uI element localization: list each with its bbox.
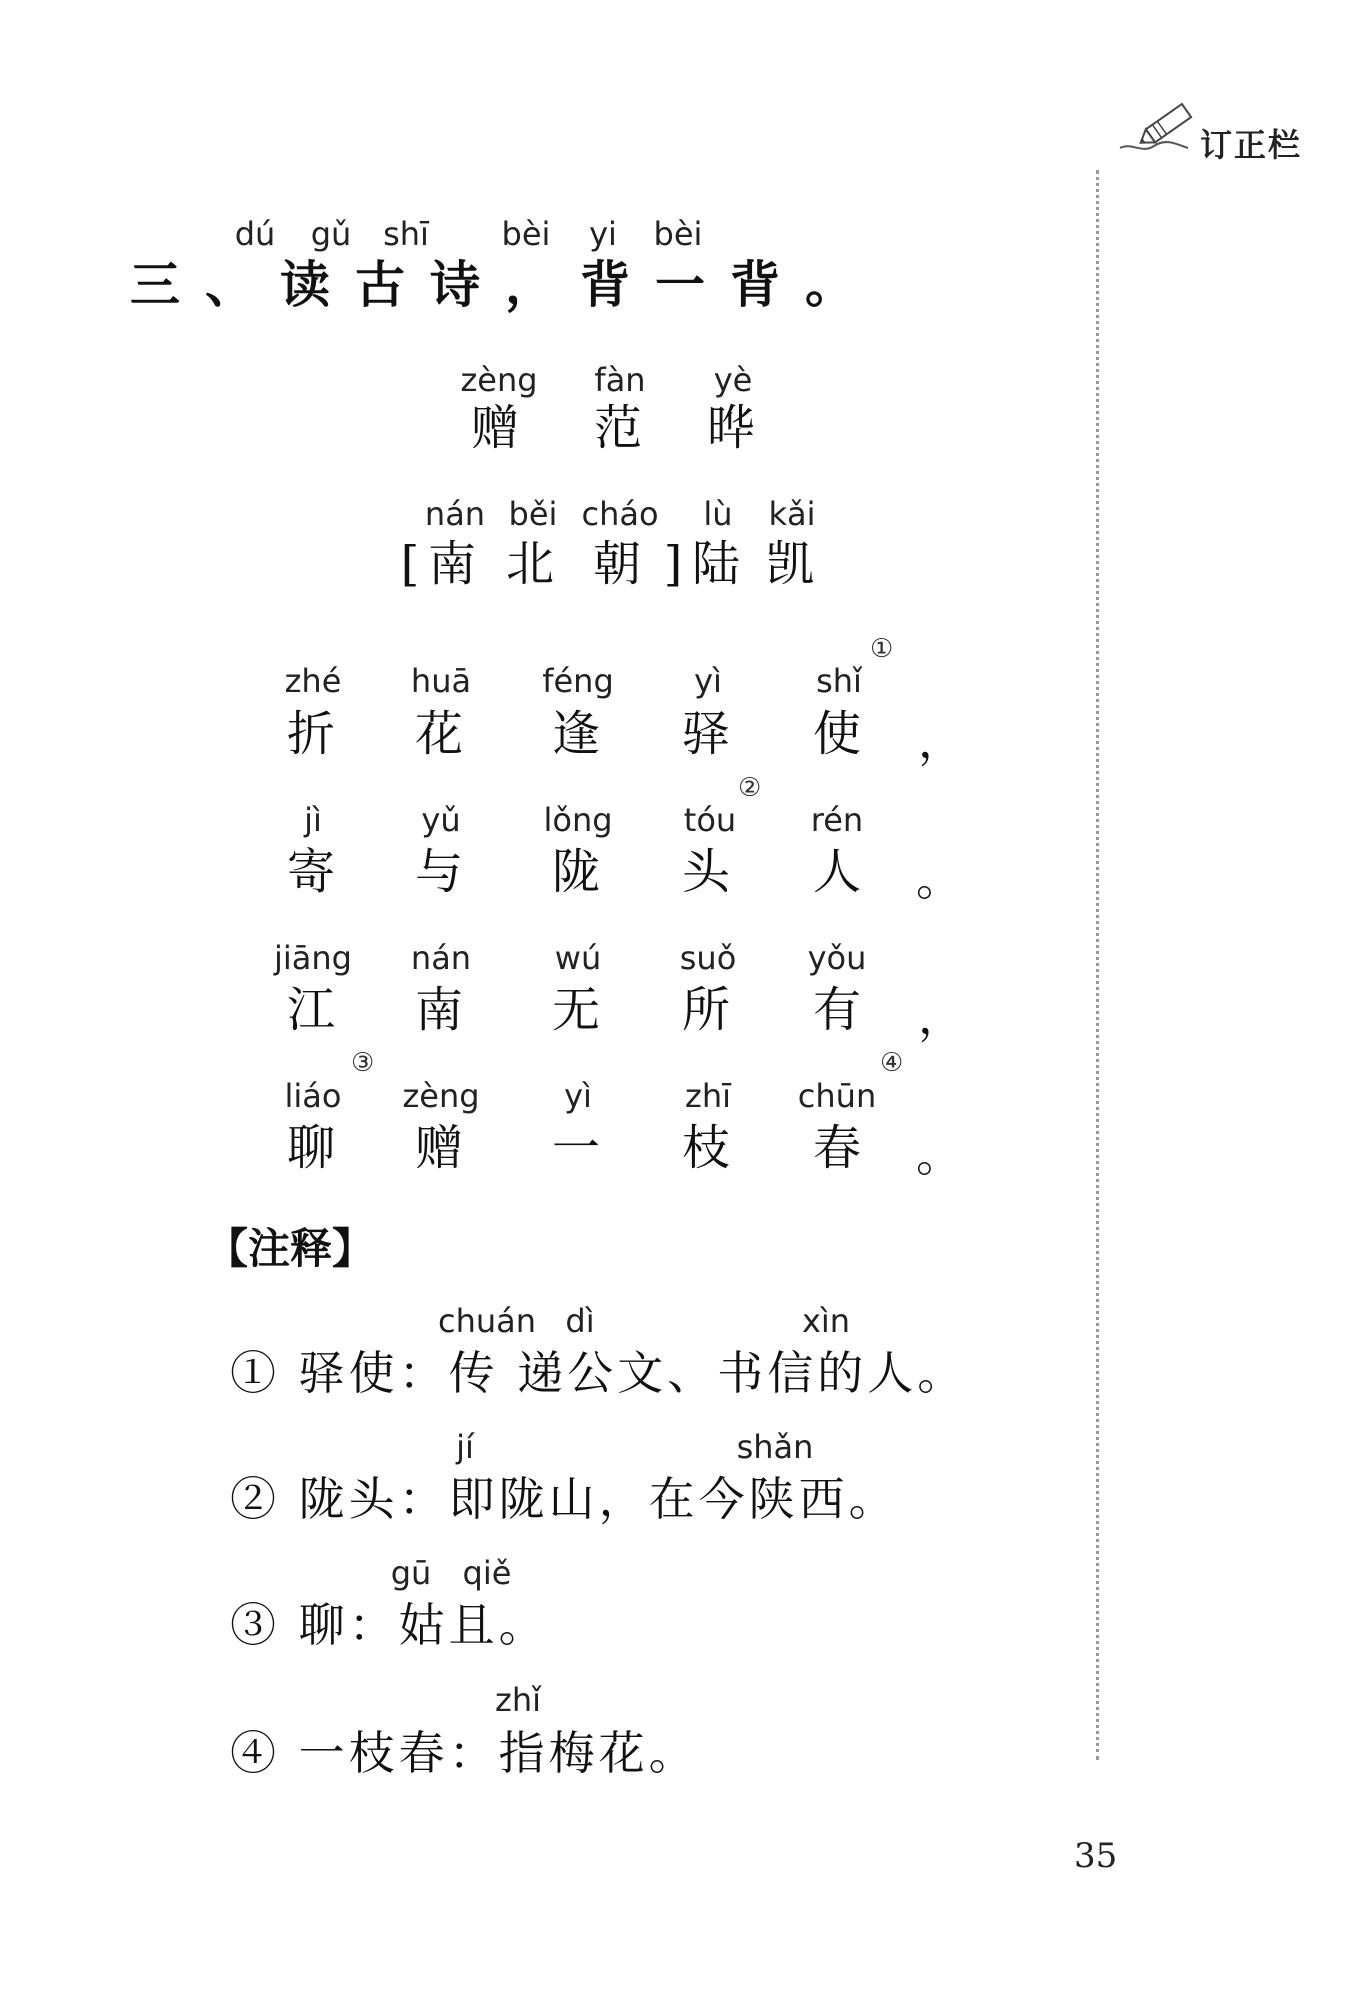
line-pinyin: yǔ (421, 801, 461, 839)
line-char: 折 (286, 706, 336, 762)
line-pinyin: rén (810, 801, 864, 839)
author-name-char: 陆 (691, 536, 741, 592)
line-char: 头 (681, 844, 731, 900)
notes-heading: 【注释】 (206, 1224, 375, 1273)
note-pinyin: xìn (801, 1302, 851, 1340)
heading-pinyin: bèi (653, 215, 703, 253)
line-pinyin: yì (564, 1077, 592, 1115)
note-pinyin: dì (565, 1302, 595, 1340)
author-dynasty-char: 北 (505, 536, 555, 592)
heading-pinyin: gǔ (310, 215, 352, 253)
line-char: 一 (551, 1120, 601, 1176)
title-char: 范 (593, 400, 643, 456)
line-pinyin: jiāng (274, 939, 352, 977)
footnote-marker: ③ (351, 1048, 375, 1078)
author-dynasty-char: 朝 (592, 536, 642, 592)
title-char: 赠 (470, 400, 520, 456)
line-char: 所 (681, 982, 731, 1038)
line-char: 花 (414, 706, 464, 762)
author-dynasty-char: 南 (427, 536, 477, 592)
line-pinyin: huā (410, 662, 472, 700)
author-pinyin: cháo (581, 495, 659, 533)
note-item: ④ 一枝春：指梅花。 (230, 1726, 699, 1780)
line-pinyin: jì (304, 801, 322, 839)
line-char: 枝 (681, 1120, 731, 1176)
author-pinyin: kǎi (768, 495, 816, 533)
line-char: 与 (414, 844, 464, 900)
pencil-icon (1118, 96, 1208, 160)
line-pinyin: yì (694, 662, 722, 700)
title-pinyin: zèng (460, 361, 538, 399)
line-pinyin: liáo (284, 1077, 342, 1115)
line-pinyin: nán (410, 939, 472, 977)
note-pinyin: shǎn (736, 1428, 814, 1466)
line-char: 寄 (286, 844, 336, 900)
line-punctuation: 。 (916, 852, 962, 906)
correction-column-divider (1096, 170, 1099, 1760)
line-punctuation: ， (918, 990, 964, 1044)
line-char: 陇 (551, 844, 601, 900)
line-punctuation: 。 (916, 1128, 962, 1182)
line-pinyin: féng (542, 662, 614, 700)
page-number: 35 (1074, 1836, 1118, 1876)
author-pinyin: běi (508, 495, 558, 533)
note-item: ③ 聊：姑且。 (230, 1598, 549, 1652)
line-pinyin: suǒ (679, 939, 737, 977)
note-pinyin: gū (390, 1554, 432, 1592)
note-pinyin: qiě (462, 1554, 512, 1592)
line-pinyin: yǒu (807, 939, 867, 977)
line-pinyin: shǐ (816, 662, 862, 700)
line-pinyin: tóu (683, 801, 737, 839)
line-char: 聊 (286, 1120, 336, 1176)
line-char: 逢 (551, 706, 601, 762)
line-char: 驿 (681, 706, 731, 762)
line-pinyin: zhī (685, 1077, 731, 1115)
author-name-char: 凯 (765, 536, 815, 592)
title-pinyin: yè (713, 361, 753, 399)
note-pinyin: jí (456, 1428, 474, 1466)
heading-pinyin: dú (234, 215, 276, 253)
author-bracket-close: ] (663, 536, 683, 592)
line-char: 南 (414, 982, 464, 1038)
line-pinyin: zèng (402, 1077, 480, 1115)
author-bracket-open: [ (400, 536, 420, 592)
correction-column-label: 订正栏 (1200, 126, 1303, 164)
line-pinyin: wú (554, 939, 602, 977)
line-char: 春 (812, 1120, 862, 1176)
line-char: 赠 (414, 1120, 464, 1176)
footnote-marker: ① (870, 634, 894, 664)
line-pinyin: zhé (284, 662, 342, 700)
heading-pinyin: shī (383, 215, 429, 253)
line-char: 江 (286, 982, 336, 1038)
footnote-marker: ② (738, 773, 762, 803)
note-item: ② 陇头：即陇山，在今陕西。 (230, 1472, 899, 1526)
line-char: 人 (812, 844, 862, 900)
note-item: ① 驿使：传 递公文、书信的人。 (230, 1346, 968, 1400)
author-pinyin: nán (424, 495, 486, 533)
workbook-page (30, 28, 1330, 1963)
line-char: 有 (812, 982, 862, 1038)
footnote-marker: ④ (880, 1048, 904, 1078)
author-pinyin: lù (703, 495, 733, 533)
note-pinyin: zhǐ (495, 1681, 541, 1719)
line-char: 无 (551, 982, 601, 1038)
line-punctuation: ， (918, 714, 964, 768)
line-pinyin: chūn (797, 1077, 877, 1115)
title-char: 晔 (706, 400, 756, 456)
title-pinyin: fàn (594, 361, 646, 399)
heading-pinyin: bèi (501, 215, 551, 253)
line-char: 使 (812, 706, 862, 762)
heading-pinyin: yi (589, 215, 617, 253)
section-heading: 三、读古诗，背一背。 (130, 256, 880, 314)
line-pinyin: lǒng (543, 801, 613, 839)
note-pinyin: chuán (437, 1302, 537, 1340)
